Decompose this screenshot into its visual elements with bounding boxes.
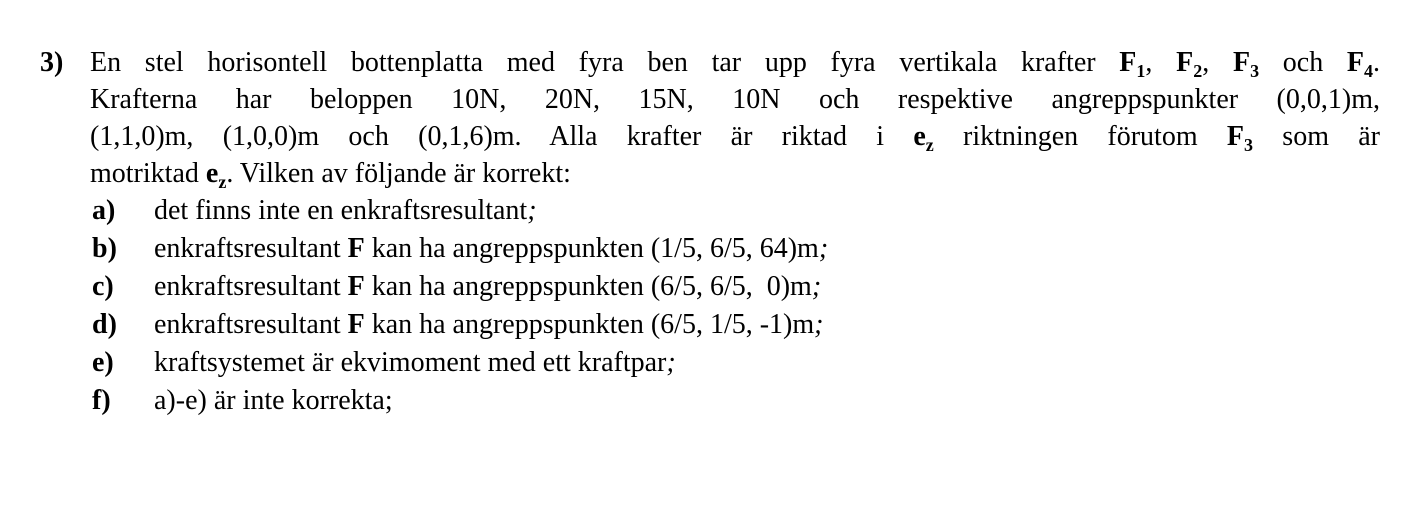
option-text: det finns inte en enkraftsresultant; (154, 195, 537, 226)
option-b (92, 230, 1380, 268)
option-f (92, 382, 1380, 420)
option-label: e) (92, 347, 114, 378)
option-c (92, 268, 1380, 306)
stem-line-2: Krafterna har beloppen 10N, 20N, 15N, 10N och respektive angreppspunkter (0,0,1)m, (90, 84, 1380, 115)
option-label: f) (92, 385, 111, 416)
stem-line-4: motriktad $e_z$. Vilken av följande är korrekt: (90, 158, 571, 192)
option-text: enkraftsresultant F kan ha angreppspunkten (6/5, 1/5, -1)m; (154, 309, 824, 340)
answer-options (92, 192, 1380, 420)
option-label: c) (92, 271, 114, 302)
option-text: kraftsystemet är ekvimoment med ett kraftpar; (154, 347, 676, 378)
problem-number: 3) (40, 47, 64, 78)
option-a (92, 192, 1380, 230)
option-text: enkraftsresultant F kan ha angreppspunkten (6/5, 6/5, 0)m; (154, 271, 822, 302)
option-label: b) (92, 233, 117, 264)
option-text: a)-e) är inte korrekta; (154, 385, 393, 416)
option-label: d) (92, 309, 117, 340)
problem-stem (90, 44, 1380, 192)
option-e (92, 344, 1380, 382)
option-text: enkraftsresultant F kan ha angreppspunkten (1/5, 6/5, 64)m; (154, 233, 829, 264)
problem-3 (40, 44, 1380, 420)
option-label: a) (92, 195, 116, 226)
stem-line-3: (1,1,0)m, (1,0,0)m och (0,1,6)m. Alla krafter är riktad i $e_z$ riktningen förutom $F_3$ som är (90, 121, 1380, 155)
option-d (92, 306, 1380, 344)
stem-line-1: En stel horisontell bottenplatta med fyra ben tar upp fyra vertikala krafter $F_1$, $F_2$, $F_3$ och $F_4$. (90, 47, 1381, 81)
